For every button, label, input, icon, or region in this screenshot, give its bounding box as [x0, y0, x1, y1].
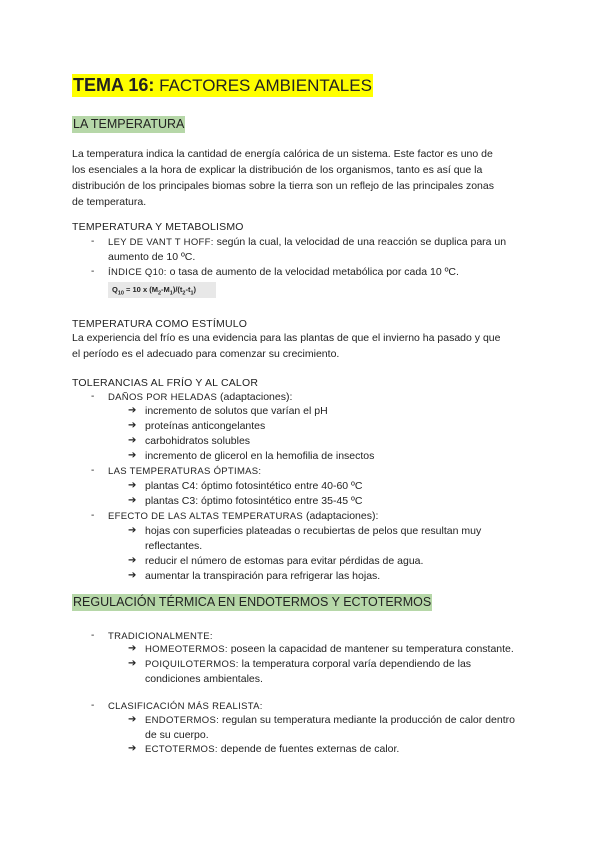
dash-bullet: - [91, 266, 95, 277]
subheading-estimulo: TEMPERATURA COMO ESTÍMULO [72, 318, 248, 330]
heladas-label: DAÑOS POR HELADAS [108, 392, 218, 403]
dash-bullet: - [91, 465, 95, 476]
arrow-bullet: ➔ [128, 658, 137, 669]
item-q10 [108, 264, 459, 281]
homeo-text: poseen la capacidad de mantener su temperatura constante. [227, 643, 514, 655]
poiqui-label: POIQUILOTERMOS: [145, 659, 239, 670]
heladas-item: carbohidratos solubles [145, 435, 251, 447]
intro-paragraph [72, 146, 494, 210]
vant-text-continued: aumento de 10 ºC. [108, 251, 196, 263]
arrow-bullet: ➔ [128, 714, 137, 725]
endo-text: regulan su temperatura mediante la producción de calor dentro [219, 714, 515, 726]
q10-formula: $Q_{10} = 10$ x $(M_2-M_1)/(t_2-t_1)$ [108, 282, 216, 298]
altas-item: aumentar la transpiración para refrigerar las hojas. [145, 570, 381, 582]
q10-text: o tasa de aumento de la velocidad metabólica por cada 10 ºC. [166, 266, 459, 278]
intro-line: de temperatura. [72, 196, 147, 208]
arrow-bullet: ➔ [128, 405, 137, 416]
vant-text: según la cual, la velocidad de una reacción se duplica para un [213, 236, 507, 248]
endo-label: ENDOTERMOS: [145, 715, 220, 726]
poiqui-continued: condiciones ambientales. [145, 673, 263, 685]
clasif-label: CLASIFICACIÓN MÁS REALISTA: [108, 701, 263, 712]
ecto-text: depende de fuentes externas de calor. [217, 743, 400, 755]
ectotermos-item [145, 741, 399, 758]
arrow-bullet: ➔ [128, 643, 137, 654]
endo-continued: de su cuerpo. [145, 729, 209, 741]
arrow-bullet: ➔ [128, 525, 137, 536]
q10-label: ÍNDICE Q10: [108, 267, 167, 278]
arrow-bullet: ➔ [128, 495, 137, 506]
intro-line: los esenciales a la hora de explicar la distribución de los organismos, tanto es así que la [72, 164, 483, 176]
subheading-metabolismo: TEMPERATURA Y METABOLISMO [72, 221, 244, 233]
arrow-bullet: ➔ [128, 555, 137, 566]
dash-bullet: - [91, 236, 95, 247]
intro-line: La temperatura indica la cantidad de energía calórica de un sistema. Este factor es uno de [72, 148, 493, 160]
arrow-bullet: ➔ [128, 435, 137, 446]
arrow-bullet: ➔ [128, 420, 137, 431]
section-heading-regulacion: REGULACIÓN TÉRMICA EN ENDOTERMOS Y ECTOTERMOS [73, 595, 432, 609]
heladas-suffix: (adaptaciones): [217, 391, 293, 403]
homeo-label: HOMEOTERMOS: [145, 644, 228, 655]
arrow-bullet: ➔ [128, 480, 137, 491]
arrow-bullet: ➔ [128, 450, 137, 461]
intro-line: distribución de los principales biomas sobre la tierra son un reflejo de las principales zonas [72, 180, 494, 192]
dash-bullet: - [91, 510, 95, 521]
optimas-item: plantas C4: óptimo fotosintético entre 40-60 ºC [145, 480, 363, 492]
optimas-item: plantas C3: óptimo fotosintético entre 35-45 ºC [145, 495, 363, 507]
heladas-item: incremento de solutos que varían el pH [145, 405, 328, 417]
title-bold: TEMA 16: [73, 75, 155, 95]
dash-bullet: - [91, 700, 95, 711]
estimulo-paragraph [72, 330, 500, 362]
vant-label: LEY DE VANT T HOFF: [108, 237, 214, 248]
title-rest: FACTORES AMBIENTALES [154, 76, 372, 95]
page-title [72, 74, 373, 97]
dash-bullet: - [91, 391, 95, 402]
altas-label: EFECTO DE LAS ALTAS TEMPERATURAS [108, 511, 304, 522]
subheading-tolerancias: TOLERANCIAS AL FRÍO Y AL CALOR [72, 377, 259, 389]
altas-item: reducir el número de estomas para evitar pérdidas de agua. [145, 555, 424, 567]
arrow-bullet: ➔ [128, 570, 137, 581]
altas-item-continued: reflectantes. [145, 540, 203, 552]
trad-label: TRADICIONALMENTE: [108, 631, 213, 642]
altas-suffix: (adaptaciones): [303, 510, 379, 522]
estimulo-line: el período es el adecuado para comenzar su crecimiento. [72, 348, 340, 360]
estimulo-line: La experiencia del frío es una evidencia para las plantas de que el invierno ha pasado y que [72, 332, 501, 344]
optimas-label: LAS TEMPERATURAS ÓPTIMAS: [108, 466, 262, 477]
heladas-item: proteínas anticongelantes [145, 420, 266, 432]
poiqui-text: la temperatura corporal varía dependiendo de las [238, 658, 472, 670]
ecto-label: ECTOTERMOS: [145, 744, 218, 755]
arrow-bullet: ➔ [128, 743, 137, 754]
section-heading-temperatura: LA TEMPERATURA [73, 117, 185, 131]
altas-item: hojas con superficies plateadas o recubiertas de pelos que resultan muy [145, 525, 482, 537]
dash-bullet: - [91, 630, 95, 641]
heladas-item: incremento de glicerol en la hemofilia de insectos [145, 450, 375, 462]
